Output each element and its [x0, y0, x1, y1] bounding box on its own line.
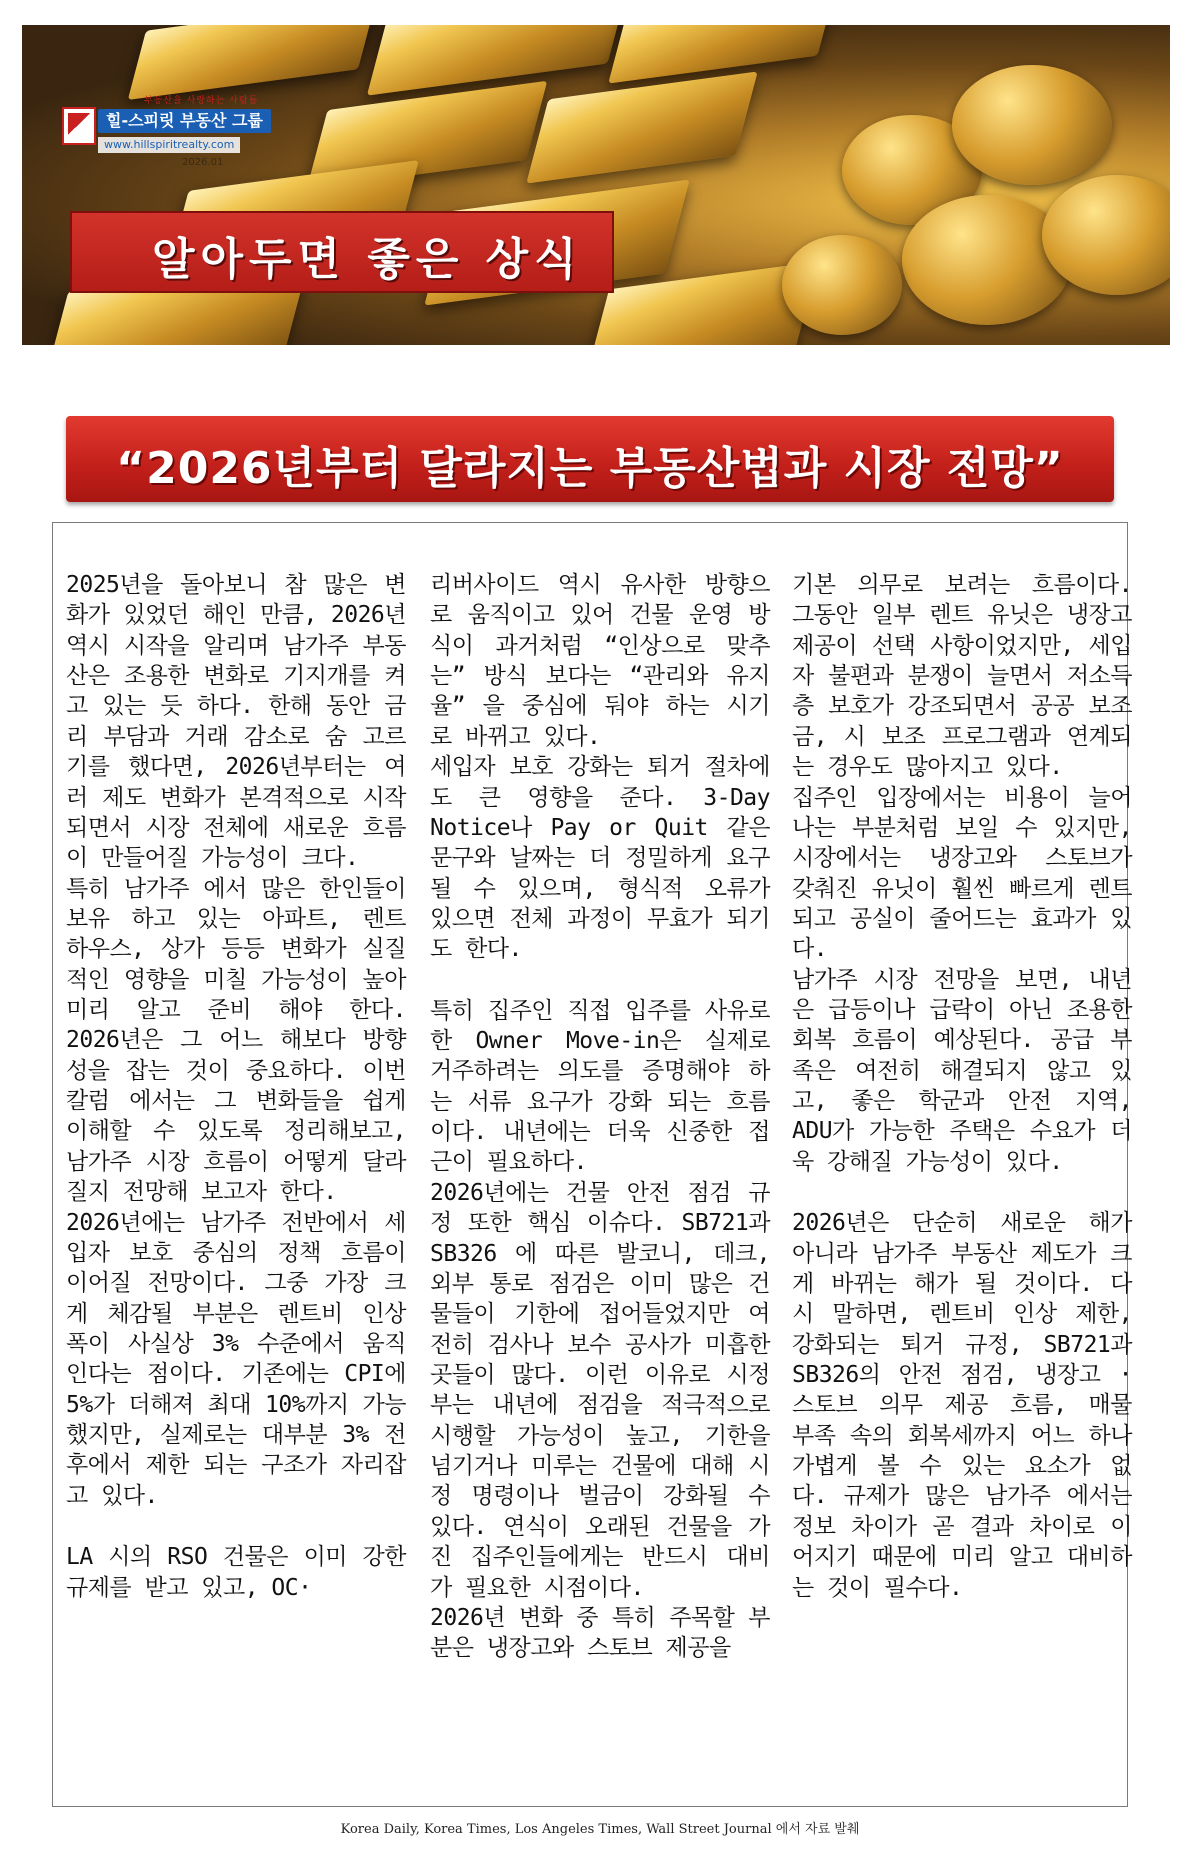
gold-bar-image — [128, 25, 376, 100]
paragraph: 2025년을 돌아보니 참 많은 변화가 있었던 해인 만큼, 2026년 역시 시작을 알리며 남가주 부동산은 조용한 변화로 기지개를 켜고 있는 듯 하다. 한해 동안 금리 부담과 거래 감소로 숨 고르기를 했다면, 2026년부터는 여러 제도 변화가 본격적으로 시작 되면서 시장 전체에 새로운 흐름이 만들어질 가능성이 크다. — [66, 572, 406, 872]
paragraph: 2026년에는 남가주 전반에서 세입자 보호 중심의 정책 흐름이 이어질 전망이다. 그중 가장 크게 체감될 부분은 렌트비 인상 폭이 사실상 3% 수준에서 움직인다는 점이다. 기존에는 CPI에 5%가 더해져 최대 10%까지 가능 했지만, 실제로는 대부분 3% 전후에서 제한 되는 구조가 자리잡고 있다. — [66, 1209, 406, 1509]
company-logo — [62, 93, 322, 185]
logo-name: 힐-스피릿 부동산 그룹 — [98, 109, 271, 133]
tip-heading: 알아두면 좋은 상식 — [152, 234, 583, 285]
article-title: “2026년부터 달라지는 부동산법과 시장 전망” — [116, 443, 1064, 494]
logo-date: 2026.01 — [182, 157, 224, 168]
gold-nugget-image — [782, 235, 902, 335]
article-column-2 — [430, 570, 770, 1664]
gold-bar-image — [367, 25, 627, 96]
paragraph: 기본 의무로 보려는 흐름이다. 그동안 일부 렌트 유닛은 냉장고 제공이 선택 사항이었지만, 세입자 불편과 분쟁이 늘면서 저소득층 보호가 강조되면서 공공 보조금, 시 보조 프로그램과 연계되는 경우도 많아지고 있다. — [792, 572, 1132, 781]
paragraph: 특히 남가주 에서 많은 한인들이 보유 하고 있는 아파트, 렌트 하우스, 상가 등등 변화가 실질적인 영향을 미칠 가능성이 높아 미리 알고 준비 해야 한다. 2026년은 그 어느 해보다 방향성을 잡는 것이 중요하다. 이번 칼럼 에서는 그 변화들을 쉽게 이해할 수 있도록 정리해보고, 남가주 시장 흐름이 어떻게 달라질지 전망해 보고자 한다. — [66, 875, 406, 1206]
gold-bar-image — [608, 25, 836, 84]
tip-heading-box — [70, 211, 614, 293]
paragraph: 2026년 변화 중 특히 주목할 부분은 냉장고와 스토브 제공을 — [430, 1604, 770, 1662]
gold-nugget-image — [952, 65, 1112, 185]
paragraph: 2026년에는 건물 안전 점검 규정 또한 핵심 이슈다. SB721과 SB326 에 따른 발코니, 데크, 외부 통로 점검은 이미 많은 건물들이 기한에 접어들었지만 여전히 검사나 보수 공사가 미흡한 곳들이 많다. 이런 이유로 시정부는 내년에 점검을 적극적으로 시행할 가능성이 높고, 기한을 넘기거나 미루는 건물에 대해 시정 명령이나 벌금이 강화될 수 있다. 연식이 오래된 건물을 가진 집주인들에게는 반드시 대비가 필요한 시점이다. — [430, 1179, 770, 1601]
header-banner — [22, 25, 1170, 345]
article-title-bar — [66, 416, 1114, 502]
paragraph: 남가주 시장 전망을 보면, 내년은 급등이나 급락이 아닌 조용한 회복 흐름이 예상된다. 공급 부족은 여전히 해결되지 않고 있고, 좋은 학군과 안전 지역, ADU가 가능한 주택은 수요가 더욱 강해질 가능성이 있다. — [792, 966, 1132, 1175]
paragraph: 집주인 입장에서는 비용이 늘어나는 부분처럼 보일 수 있지만, 시장에서는 냉장고와 스토브가 갖춰진 유닛이 훨씬 빠르게 렌트되고 공실이 줄어드는 효과가 있다. — [792, 784, 1132, 963]
paragraph: 리버사이드 역시 유사한 방향으로 움직이고 있어 건물 운영 방식이 과거처럼 “인상으로 맞추는” 방식 보다는 “관리와 유지율” 을 중심에 둬야 하는 시기로 바뀌고 있다. — [430, 572, 770, 750]
paragraph: LA 시의 RSO 건물은 이미 강한 규제를 받고 있고, OC· — [66, 1544, 406, 1601]
gold-bar-image — [526, 71, 757, 183]
paragraph: 2026년은 단순히 새로운 해가 아니라 남가주 부동산 제도가 크게 바뀌는 해가 될 것이다. 다시 말하면, 렌트비 인상 제한, 강화되는 퇴거 규정, SB721과 SB326의 안전 점검, 냉장고 · 스토브 의무 제공 흐름, 매물 부족 속의 회복세까지 어느 하나 가볍게 볼 수 있는 요소가 없다. 규제가 많은 남가주 에서는 정보 차이가 곧 결과 차이로 이어지기 때문에 미리 알고 대비하는 것이 필수다. — [792, 1210, 1132, 1601]
logo-website: www.hillspiritrealty.com — [98, 137, 240, 153]
house-icon — [62, 107, 96, 145]
paragraph: 세입자 보호 강화는 퇴거 절차에도 큰 영향을 준다. 3-Day Notice나 Pay or Quit 같은 문구와 날짜는 더 정밀하게 요구될 수 있으며, 형식적 오류가 있으면 전체 과정이 무효가 되기도 한다. — [430, 754, 770, 963]
logo-tagline: 부동산을 사랑하는 사람들 — [144, 96, 259, 106]
source-credit: Korea Daily, Korea Times, Los Angeles Times, Wall Street Journal 에서 자료 발췌 — [340, 1822, 860, 1837]
article-column-3 — [792, 570, 1132, 1603]
paragraph: 특히 집주인 직접 입주를 사유로 한 Owner Move-in은 실제로 거주하려는 의도를 증명해야 하는 서류 요구가 강화 되는 흐름이다. 내년에는 더욱 신중한 접근이 필요하다. — [430, 997, 770, 1176]
article-column-1 — [66, 570, 406, 1603]
